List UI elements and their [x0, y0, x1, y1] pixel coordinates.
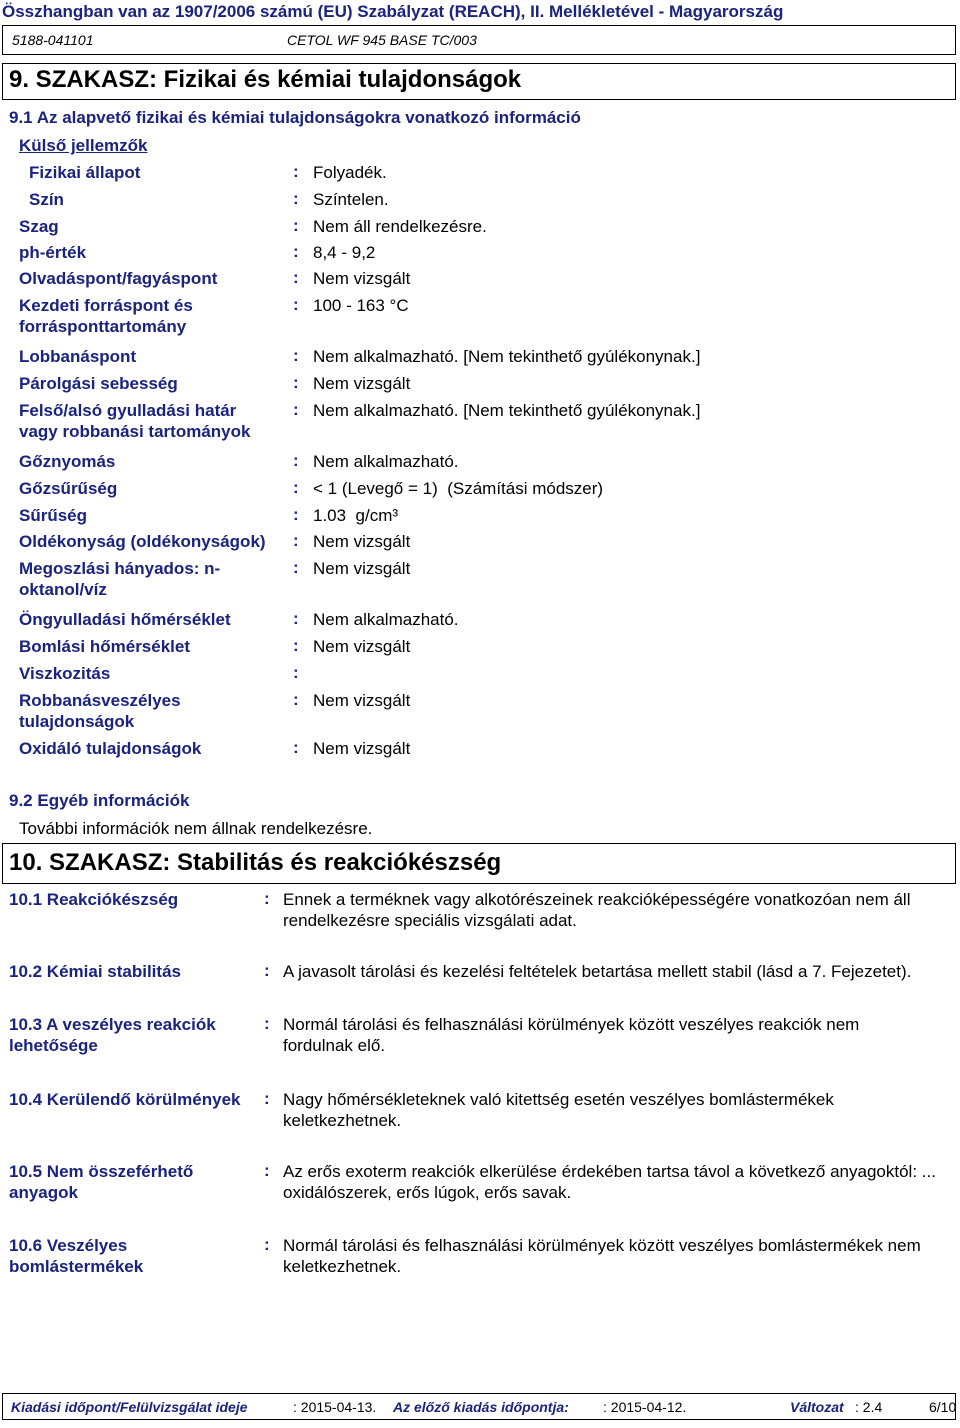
- property-value: Nem alkalmazható. [Nem tekinthető gyúlékonynak.]: [313, 347, 701, 366]
- property-label: Felső/alsó gyulladási határ vagy robbanási tartományok: [19, 401, 251, 441]
- colon: :: [293, 451, 299, 470]
- colon: :: [293, 558, 299, 577]
- version-value: : 2.4: [855, 1399, 883, 1415]
- colon: :: [293, 373, 299, 392]
- property-label: Oxidáló tulajdonságok: [19, 739, 202, 758]
- property-value: Nem alkalmazható.: [313, 452, 459, 471]
- colon: :: [264, 1089, 270, 1108]
- stability-label: 10.1 Reakciókészség: [9, 890, 179, 909]
- property-label: Párolgási sebesség: [19, 374, 178, 393]
- property-label: Gőznyomás: [19, 452, 116, 471]
- colon: :: [293, 531, 299, 550]
- issue-date-label: Kiadási időpont/Felülvizsgálat ideje: [11, 1399, 248, 1415]
- section-9-title: 9. SZAKASZ: Fizikai és kémiai tulajdonságok: [2, 63, 956, 100]
- colon: :: [293, 216, 299, 235]
- colon: :: [293, 478, 299, 497]
- colon: :: [293, 636, 299, 655]
- stability-value: Ennek a terméknek vagy alkotórészeinek reakcióképességére vonatkozóan nem áll rendelkezésre speciális vizsgálati adat.: [283, 890, 911, 930]
- property-value: Nem alkalmazható.: [313, 610, 459, 629]
- property-value: Nem vizsgált: [313, 739, 411, 758]
- colon: :: [293, 268, 299, 287]
- property-value: Nem vizsgált: [313, 532, 411, 551]
- property-label: Bomlási hőmérséklet: [19, 637, 191, 656]
- property-value: Nem vizsgált: [313, 269, 411, 288]
- stability-value: Az erős exoterm reakciók elkerülése érdekében tartsa távol a következő anyagoktól: ... oxidálószerek, erős lúgok, erős savak.: [283, 1162, 936, 1202]
- appearance-heading: Külső jellemzők: [19, 136, 148, 155]
- property-label: Sűrűség: [19, 506, 88, 525]
- colon: :: [293, 189, 299, 208]
- property-label: Kezdeti forráspont és forrásponttartomány: [19, 296, 193, 336]
- colon: :: [293, 295, 299, 314]
- colon: :: [293, 346, 299, 365]
- property-value: Színtelen.: [313, 190, 389, 209]
- colon: :: [293, 400, 299, 419]
- colon: :: [264, 961, 270, 980]
- colon: :: [293, 242, 299, 261]
- property-label: Szag: [19, 217, 59, 236]
- property-label: Fizikai állapot: [29, 163, 141, 182]
- stability-label: 10.2 Kémiai stabilitás: [9, 962, 181, 981]
- property-value: 100 - 163 °C: [313, 296, 409, 315]
- property-label: Gőzsűrűség: [19, 479, 118, 498]
- property-label: ph-érték: [19, 243, 87, 262]
- property-label: Öngyulladási hőmérséklet: [19, 610, 231, 629]
- stability-value: Normál tárolási és felhasználási körülmények között veszélyes bomlástermékek nem keletkezhetnek.: [283, 1236, 921, 1276]
- property-value: Nem vizsgált: [313, 637, 411, 656]
- property-label: Lobbanáspont: [19, 347, 137, 366]
- section-9-2-heading: 9.2 Egyéb információk: [9, 791, 190, 810]
- colon: :: [264, 1161, 270, 1180]
- stability-label: 10.5 Nem összeférhető anyagok: [9, 1162, 194, 1202]
- property-value: 8,4 - 9,2: [313, 243, 376, 262]
- property-value: Nem vizsgált: [313, 374, 411, 393]
- property-value: < 1 (Levegő = 1) (Számítási módszer): [313, 479, 604, 498]
- colon: :: [293, 738, 299, 757]
- other-info-text: További információk nem állnak rendelkezésre.: [19, 819, 373, 838]
- colon: :: [293, 162, 299, 181]
- previous-date-label: Az előző kiadás időpontja:: [393, 1399, 569, 1415]
- property-value: Nem vizsgált: [313, 559, 411, 578]
- stability-label: 10.4 Kerülendő körülmények: [9, 1090, 241, 1109]
- section-9-1-heading: 9.1 Az alapvető fizikai és kémiai tulajdonságokra vonatkozó információ: [9, 108, 581, 127]
- property-label: Robbanásveszélyes tulajdonságok: [19, 691, 181, 731]
- document-regulation-title: Összhangban van az 1907/2006 számú (EU) Szabályzat (REACH), II. Mellékletével - Magyarország: [2, 2, 784, 21]
- stability-value: Normál tárolási és felhasználási körülmények között veszélyes reakciók nem fordulnak elő.: [283, 1015, 860, 1055]
- colon: :: [264, 889, 270, 908]
- property-value: Folyadék.: [313, 163, 387, 182]
- colon: :: [264, 1235, 270, 1254]
- stability-label: 10.6 Veszélyes bomlástermékek: [9, 1236, 144, 1276]
- property-label: Oldékonyság (oldékonyságok): [19, 532, 266, 551]
- property-value: Nem alkalmazható. [Nem tekinthető gyúlékonynak.]: [313, 401, 701, 420]
- product-name: CETOL WF 945 BASE TC/003: [287, 32, 477, 48]
- property-value: Nem vizsgált: [313, 691, 411, 710]
- product-header-box: [2, 25, 956, 55]
- property-label: Viszkozitás: [19, 664, 111, 683]
- product-code: 5188-041101: [12, 32, 94, 48]
- colon: :: [293, 690, 299, 709]
- colon: :: [293, 609, 299, 628]
- stability-value: Nagy hőmérsékleteknek való kitettség esetén veszélyes bomlástermékek keletkezhetnek.: [283, 1090, 834, 1130]
- section-10-title: 10. SZAKASZ: Stabilitás és reakciókészség: [2, 843, 956, 884]
- property-value: Nem áll rendelkezésre.: [313, 217, 487, 236]
- stability-label: 10.3 A veszélyes reakciók lehetősége: [9, 1015, 216, 1055]
- document-footer: [2, 1393, 956, 1420]
- version-label: Változat: [790, 1399, 844, 1415]
- property-label: Olvadáspont/fagyáspont: [19, 269, 218, 288]
- colon: :: [264, 1014, 270, 1033]
- colon: :: [293, 505, 299, 524]
- stability-value: A javasolt tárolási és kezelési feltételek betartása mellett stabil (lásd a 7. Fejezetet).: [283, 962, 912, 981]
- property-label: Megoszlási hányados: n-oktanol/víz: [19, 559, 221, 599]
- property-label: Szín: [29, 190, 64, 209]
- page-number: 6/10: [929, 1399, 957, 1415]
- issue-date: : 2015-04-13.: [293, 1399, 377, 1415]
- previous-date: : 2015-04-12.: [603, 1399, 687, 1415]
- colon: :: [293, 663, 299, 682]
- property-value: 1.03 g/cm³: [313, 506, 399, 525]
